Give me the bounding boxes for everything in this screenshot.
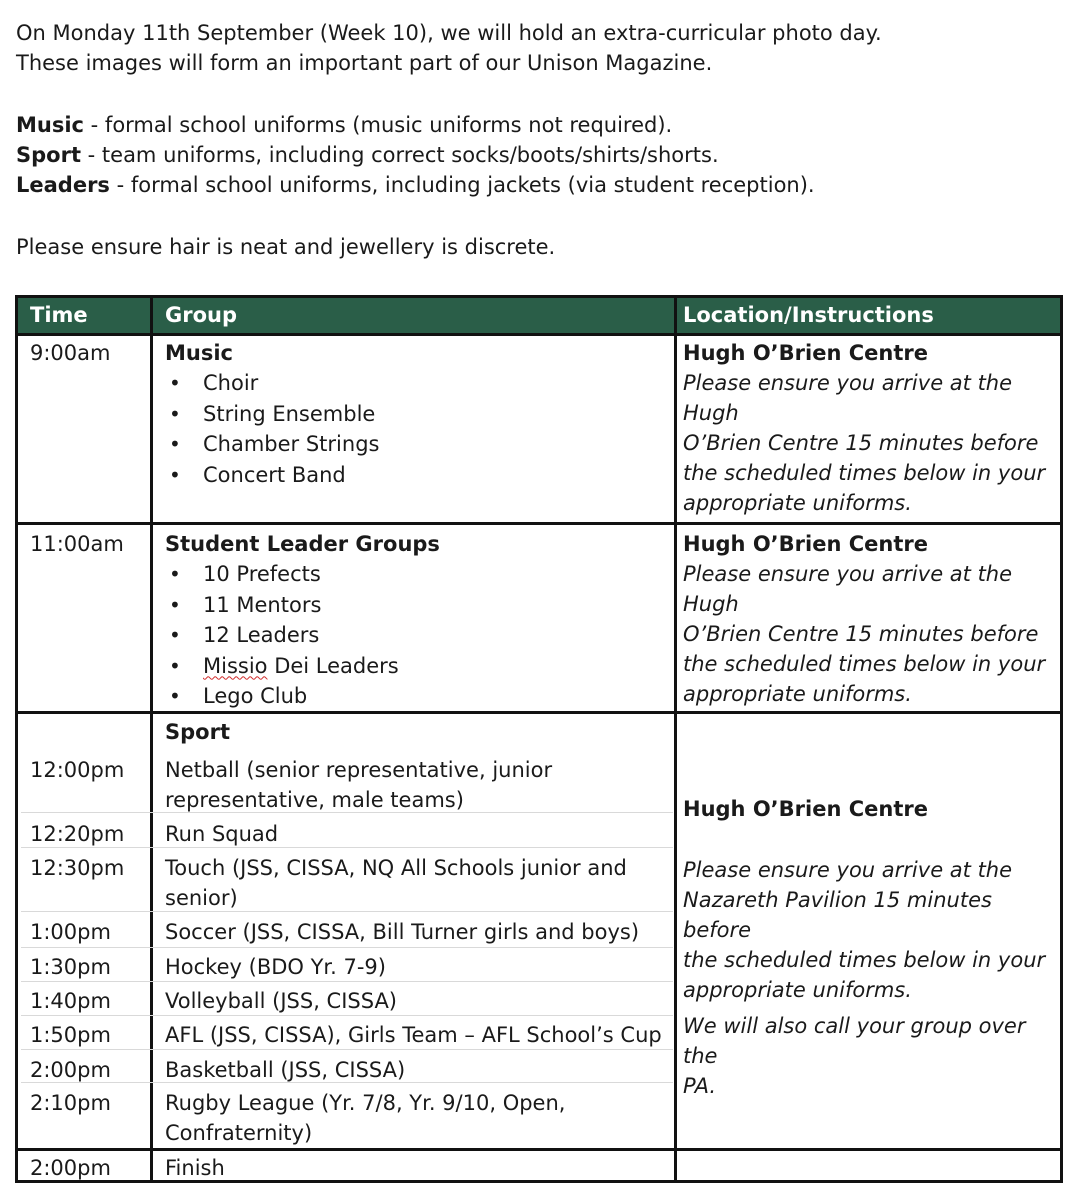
instruction-line: Please ensure you arrive at the (683, 858, 1013, 882)
sport-time: 2:10pm (30, 1091, 111, 1115)
music-title: Music (165, 341, 233, 365)
header-time: Time (30, 303, 88, 327)
group-line: Rugby League (Yr. 7/8, Yr. 9/10, Open, (165, 1091, 566, 1115)
list-item: • 12 Leaders (165, 620, 440, 651)
intro-line-2: These images will form an important part of our Unison Magazine. (16, 51, 713, 75)
music-list (165, 368, 379, 490)
instruction-line: appropriate uniforms. (683, 682, 912, 706)
group-line: Netball (senior representative, junior (165, 758, 553, 782)
list-item: • Lego Club (165, 681, 440, 712)
sport-text: - team uniforms, including correct socks/boots/shirts/shorts. (80, 143, 719, 167)
sport-title: Sport (165, 720, 230, 744)
grooming-note: Please ensure hair is neat and jewellery is discrete. (16, 235, 556, 259)
instruction-line: Please ensure you arrive at the Hugh (683, 371, 1013, 425)
sport-group: Volleyball (JSS, CISSA) (165, 989, 398, 1013)
uniform-sport (16, 140, 1066, 170)
leaders-location (683, 529, 1063, 709)
leaders-title: Student Leader Groups (165, 532, 440, 556)
instruction-line: Please ensure you arrive at the Hugh (683, 562, 1013, 616)
list-item: • 10 Prefects (165, 559, 440, 590)
list-item: • String Ensemble (165, 399, 379, 430)
header-group: Group (165, 303, 238, 327)
uniform-music (16, 110, 1066, 140)
intro-text (16, 18, 1066, 262)
group-line: Confraternity) (165, 1121, 313, 1145)
finish-label: Finish (165, 1156, 225, 1180)
sport-instructions (683, 855, 1063, 1005)
group-line: representative, male teams) (165, 788, 464, 812)
instruction-line: the scheduled times below in your (683, 461, 1046, 485)
sport-time: 12:30pm (30, 856, 125, 880)
leaders-text: - formal school uniforms, including jackets (via student reception). (109, 173, 815, 197)
sport-time: 12:00pm (30, 758, 125, 782)
leaders-time: 11:00am (30, 532, 124, 556)
sport-time: 1:40pm (30, 989, 111, 1013)
group-line: senior) (165, 886, 238, 910)
instruction-line: We will also call your group over the (683, 1014, 1026, 1068)
instruction-line: appropriate uniforms. (683, 978, 912, 1002)
music-location (683, 338, 1063, 518)
location-name: Hugh O’Brien Centre (683, 341, 928, 365)
instruction-line: O’Brien Centre 15 minutes before (683, 431, 1039, 455)
list-item (165, 651, 440, 682)
instruction-line: PA. (683, 1074, 717, 1098)
list-item: • Choir (165, 368, 379, 399)
sport-group (165, 1088, 565, 1148)
instruction-line: appropriate uniforms. (683, 491, 912, 515)
header-location: Location/Instructions (683, 303, 934, 327)
schedule-table (15, 295, 1063, 1183)
table-header (18, 298, 1060, 336)
sport-time: 2:00pm (30, 1058, 111, 1082)
list-item: • Chamber Strings (165, 429, 379, 460)
music-time: 9:00am (30, 341, 111, 365)
group-line: Touch (JSS, CISSA, NQ All Schools junior and (165, 856, 627, 880)
instruction-line: the scheduled times below in your (683, 948, 1046, 972)
sport-location (683, 794, 1063, 824)
leaders-list (165, 559, 440, 712)
list-item: • 11 Mentors (165, 590, 440, 621)
sport-label: Sport (16, 143, 81, 167)
sport-group (165, 755, 552, 815)
music-group (165, 338, 379, 490)
music-text: - formal school uniforms (music uniforms not required). (84, 113, 673, 137)
sport-row-line (21, 947, 673, 948)
finish-time: 2:00pm (30, 1156, 111, 1180)
row-divider-3 (18, 1148, 1060, 1151)
sport-time: 12:20pm (30, 822, 125, 846)
leaders-label: Leaders (16, 173, 110, 197)
sport-group: Hockey (BDO Yr. 7-9) (165, 955, 386, 979)
instruction-line: Nazareth Pavilion 15 minutes before (683, 888, 992, 942)
spellcheck-word: Missio (203, 653, 268, 678)
list-item: • Concert Band (165, 460, 379, 491)
sport-time: 1:50pm (30, 1023, 111, 1047)
col-divider-2 (674, 298, 677, 1180)
sport-time: 1:00pm (30, 920, 111, 944)
sport-group: Run Squad (165, 822, 279, 846)
location-name: Hugh O’Brien Centre (683, 532, 928, 556)
instruction-line: the scheduled times below in your (683, 652, 1046, 676)
location-name: Hugh O’Brien Centre (683, 797, 928, 821)
col-divider-1 (150, 298, 153, 1180)
music-label: Music (16, 113, 84, 137)
sport-group (165, 853, 627, 913)
sport-time: 1:30pm (30, 955, 111, 979)
leaders-group (165, 529, 440, 712)
row-divider-1 (18, 522, 1060, 525)
instruction-line: O’Brien Centre 15 minutes before (683, 622, 1039, 646)
sport-group: Soccer (JSS, CISSA, Bill Turner girls and boys) (165, 920, 640, 944)
sport-group: AFL (JSS, CISSA), Girls Team – AFL School’s Cup (165, 1023, 662, 1047)
list-item-rest: Dei Leaders (267, 653, 399, 678)
intro-line-1: On Monday 11th September (Week 10), we will hold an extra-curricular photo day. (16, 21, 882, 45)
sport-pa-note (683, 1011, 1063, 1101)
sport-group: Basketball (JSS, CISSA) (165, 1058, 406, 1082)
uniform-leaders (16, 170, 1066, 200)
